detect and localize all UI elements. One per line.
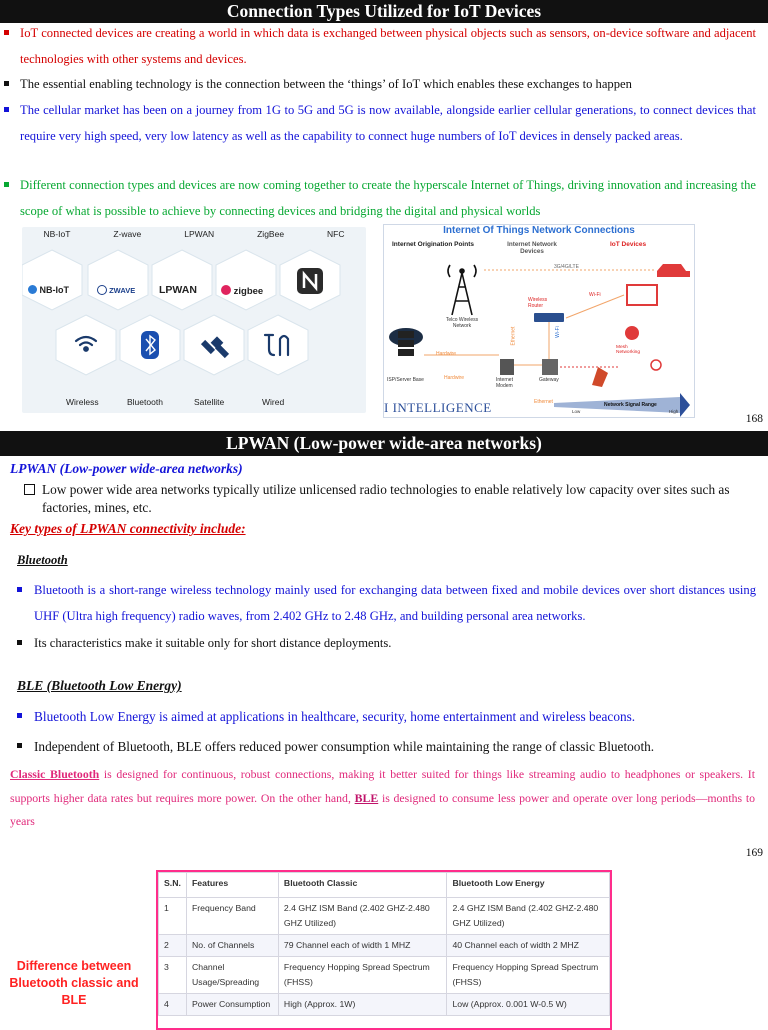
classic-bluetooth-term: Classic Bluetooth: [10, 767, 100, 781]
label-nbiot: NB-IoT: [43, 229, 71, 239]
hex-label-zigbee: zigbee: [221, 285, 263, 297]
label-router: Wireless Router: [528, 297, 548, 309]
bullet-marker-icon: [4, 107, 9, 112]
network-connections-figure: [383, 224, 695, 418]
table-cell: 3: [159, 957, 187, 994]
label-ethernet-2: Ethernet: [534, 399, 553, 405]
table-cell: 79 Channel each of width 1 MHZ: [278, 935, 447, 957]
label-nfc: NFC: [327, 229, 345, 239]
table-cell: 2: [159, 935, 187, 957]
bullet-marker-icon: [4, 182, 9, 187]
bluetooth-bullet: [34, 631, 756, 657]
label-satellite: Satellite: [194, 397, 225, 407]
label-high: High: [669, 409, 679, 414]
gauge-icon: [625, 326, 639, 340]
lpwan-description-text: Low power wide area networks typically utilize unlicensed radio technologies to enable relatively low capacity over sites such as factories, mines, etc.: [42, 482, 730, 515]
table-cell: No. of Channels: [186, 935, 278, 957]
label-zigbee: ZigBee: [257, 229, 285, 239]
table-cell: Frequency Hopping Spread Spectrum (FHSS): [447, 957, 610, 994]
bluetooth-bullet: [34, 578, 756, 629]
key-types-heading: Key types of LPWAN connectivity include:: [10, 521, 246, 536]
figure-title: Internet Of Things Network Connections: [443, 225, 635, 236]
bullet-text: Bluetooth is a short-range wireless technology mainly used for exchanging data between fixed and mobile devices over short distances using UHF (Ultra high frequency) radio waves, from 2.402 GHz to 2.48 GHz, and building personal area networks.: [34, 583, 756, 623]
lightbulb-icon: [651, 360, 661, 370]
label-wireless: Wireless: [66, 397, 99, 407]
modem-icon: [500, 359, 514, 375]
hex-nbiot: [22, 250, 82, 310]
bullet-text: Different connection types and devices are now coming together to create the hyperscale Internet of Things, driving innovation and increasing the scope of what is possible to achieve by connecting devices and bridging the digital and physical worlds: [20, 178, 756, 218]
network-diagram: [384, 225, 694, 417]
bullet-item: [20, 72, 756, 98]
bullet-marker-icon: [4, 81, 9, 86]
table-cell: 4: [159, 994, 187, 1016]
bullet-text: The essential enabling technology is the connection between the ‘things’ of IoT which enables these exchanges to happen: [20, 77, 632, 91]
table-cell: Frequency Band: [186, 898, 278, 935]
bullet-text: The cellular market has been on a journey from 1G to 5G and 5G is now available, alongside earlier cellular generations, to connect devices that require very high speed, very low latency as well as the capability to connect huge numbers of IoT devices in densely packed areas.: [20, 103, 756, 143]
label-isp: ISP/Server Base: [387, 377, 424, 383]
label-lpwan: LPWAN: [184, 229, 215, 239]
router-icon: [534, 313, 564, 322]
hex-lpwan: [152, 250, 212, 310]
hex-wifi: [56, 315, 116, 375]
ble-heading: BLE (Bluetooth Low Energy): [17, 678, 182, 693]
table-cell: Power Consumption: [186, 994, 278, 1016]
label-modem: Internet Modem: [496, 377, 513, 389]
nbiot-logo-icon: [28, 285, 37, 294]
col-origination: Internet Origination Points: [392, 241, 474, 248]
monitor-icon: [627, 285, 657, 305]
slide-title: Connection Types Utilized for IoT Devices: [226, 1, 542, 21]
page-number: 168: [745, 413, 763, 425]
bullet-text: Its characteristics make it suitable only for short distance deployments.: [34, 636, 392, 650]
ble-term: BLE: [354, 790, 379, 805]
label-hardwire-2: Hardwire: [444, 375, 465, 381]
bullet-text: Independent of Bluetooth, BLE offers reduced power consumption while maintaining the range of classic Bluetooth.: [34, 739, 655, 754]
label-signal-range: Network Signal Range: [604, 402, 657, 408]
label-bluetooth: Bluetooth: [127, 397, 163, 407]
ble-text: is designed to consume less power and operate over long periods—months to years: [10, 790, 755, 828]
label-mesh: Mesh Networking: [616, 345, 640, 355]
table-header: S.N.: [159, 873, 187, 898]
lpwan-description: [24, 481, 760, 517]
bullet-item: [20, 98, 756, 149]
label-hardwire-1: Hardwire: [436, 351, 457, 357]
table-row: [159, 994, 610, 1016]
table-header: Bluetooth Classic: [278, 873, 447, 898]
bullet-marker-icon: [17, 743, 22, 748]
table-row: [159, 935, 610, 957]
col-iot-devices: IoT Devices: [610, 241, 647, 248]
slide-title: LPWAN (Low-power wide-area networks): [226, 433, 542, 453]
table-header: Bluetooth Low Energy: [447, 873, 610, 898]
comparison-side-label: Difference between Bluetooth classic and BLE: [9, 959, 139, 1007]
gateway-icon: [542, 359, 558, 375]
connection-types-figure: [22, 227, 366, 413]
page-number: 169: [745, 847, 763, 859]
hex-wired: [248, 315, 308, 375]
car-icon: [657, 264, 690, 277]
zwave-logo-icon: [97, 285, 107, 295]
bullet-marker-icon: [4, 30, 9, 35]
table-cell: 1: [159, 898, 187, 935]
table-row: [159, 957, 610, 994]
label-zwave: Z-wave: [113, 229, 142, 239]
label-low: Low: [572, 409, 581, 414]
table-cell: 2.4 GHZ ISM Band (2.402 GHZ-2.480 GHZ Utilized): [447, 898, 610, 935]
table-cell: 2.4 GHZ ISM Band (2.402 GHZ-2.480 GHZ Utilized): [278, 898, 447, 935]
comparison-table: [158, 872, 610, 1016]
label-wifi-2: Wi-Fi: [554, 326, 561, 338]
hex-label-nbiot: NB-IoT: [28, 285, 69, 295]
hex-label-lpwan: LPWAN: [159, 284, 197, 296]
table-header-row: [159, 873, 610, 898]
col-network-devices: Internet Network Devices: [507, 241, 557, 255]
bullet-item: [20, 173, 756, 224]
bullet-text: Bluetooth Low Energy is aimed at applications in healthcare, security, home entertainment and wireless beacons.: [34, 709, 636, 724]
hex-zwave: [88, 250, 148, 310]
table-cell: Frequency Hopping Spread Spectrum (FHSS): [278, 957, 447, 994]
checkbox-bullet-icon: [24, 484, 35, 495]
table-header: Features: [186, 873, 278, 898]
brand-logo: I INTELLIGENCE: [384, 400, 492, 415]
classic-text: is designed for continuous, robust connections, making it better suited for things like streaming audio to headphones or speakers. It supports higher data rates but requires more power. On the other hand,: [10, 767, 755, 805]
label-ethernet-1: Ethernet: [510, 326, 517, 346]
label-cellular: 3G/4G/LTE: [554, 264, 579, 270]
table-row: [159, 898, 610, 935]
ble-bullet: [34, 704, 756, 730]
table-cell: Channel Usage/Spreading: [186, 957, 278, 994]
server-icon: [389, 328, 423, 356]
robot-arm-icon: [592, 367, 608, 387]
bullet-marker-icon: [17, 587, 22, 592]
table-cell: High (Approx. 1W): [278, 994, 447, 1016]
bullet-item: [20, 21, 756, 72]
hex-label-zwave: ZWAVE: [97, 285, 135, 295]
slide-title-bar: [0, 431, 768, 456]
label-telco: Telco Wireless Network: [445, 317, 479, 329]
bullet-marker-icon: [17, 640, 22, 645]
label-wired: Wired: [262, 397, 285, 407]
table-cell: Low (Approx. 0.001 W-0.5 W): [447, 994, 610, 1016]
ble-bullet: [34, 734, 756, 760]
bluetooth-heading: Bluetooth: [17, 553, 68, 567]
bullet-marker-icon: [17, 713, 22, 718]
classic-vs-ble-paragraph: [10, 763, 755, 834]
tower-icon: [448, 265, 476, 315]
label-wifi: Wi-Fi: [589, 292, 601, 298]
label-gateway: Gateway: [539, 377, 559, 383]
table-cell: 40 Channel each of width 2 MHZ: [447, 935, 610, 957]
slide-title-bar: [0, 0, 768, 23]
bullet-text: IoT connected devices are creating a world in which data is exchanged between physical objects such as sensors, on-device software and adjacent technologies with other systems and devices.: [20, 26, 756, 66]
zigbee-logo-icon: [221, 285, 231, 295]
lpwan-subtitle: LPWAN (Low-power wide-area networks): [10, 461, 243, 476]
hex-zigbee: [216, 250, 276, 310]
hexagon-grid: [22, 227, 366, 413]
